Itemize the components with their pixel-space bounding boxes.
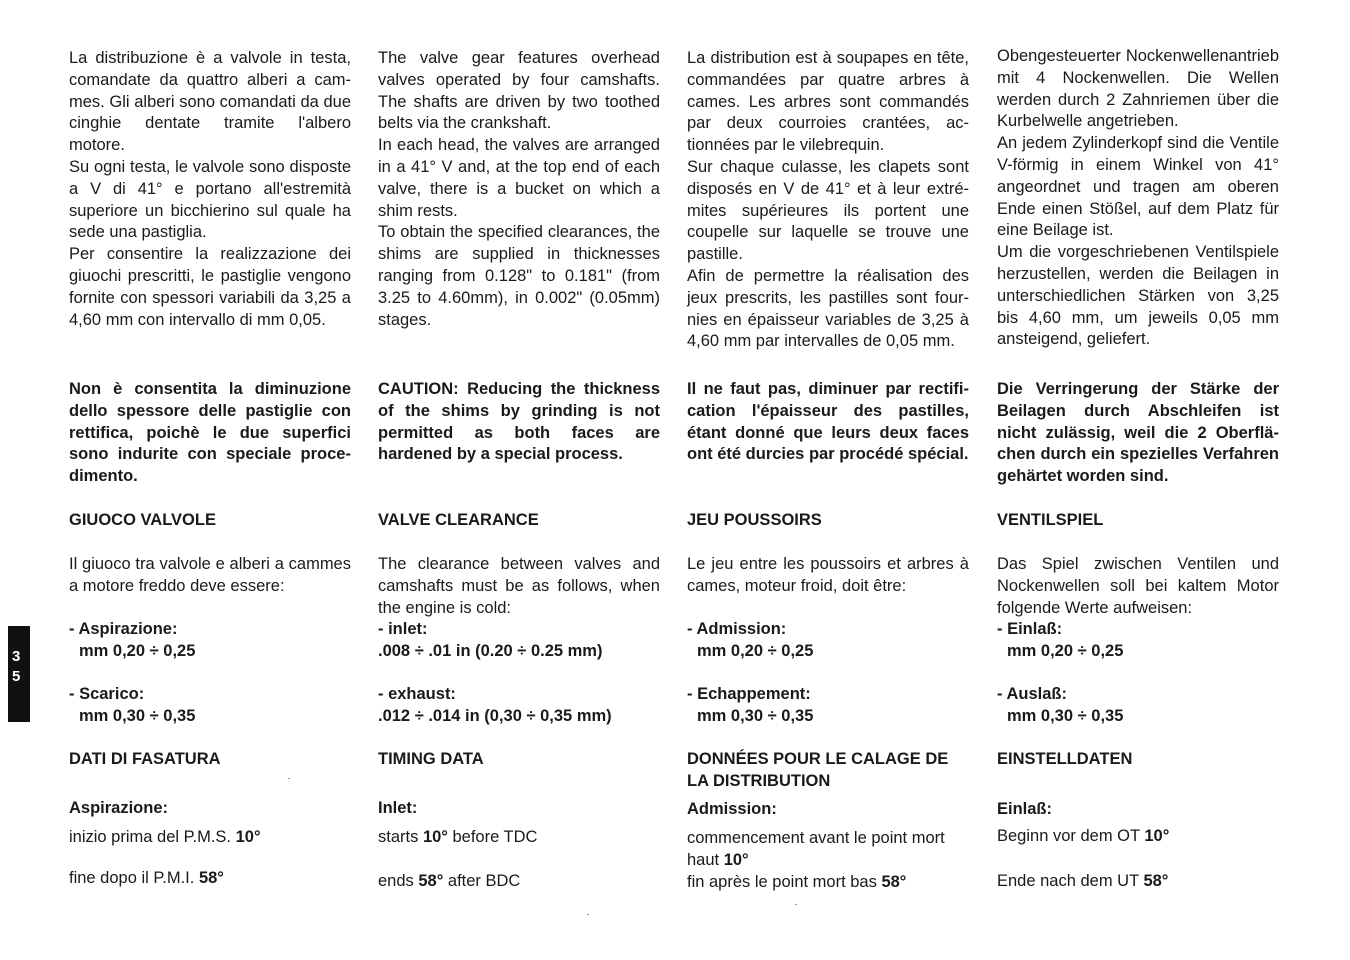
clearance-heading: VALVE CLEARANCE <box>378 511 539 529</box>
exhaust-value: .012 ÷ .014 in (0,30 ÷ 0,35 mm) <box>378 707 612 725</box>
timing-end-text: fin après le point mort bas <box>687 873 882 891</box>
timing-end-text: fine dopo il P.M.I. <box>69 869 199 887</box>
timing-start-value: 10° <box>1144 827 1170 845</box>
timing-heading: TIMING DATA <box>378 750 484 768</box>
tab-char-1: 3 <box>12 648 21 665</box>
scan-speck <box>795 904 797 905</box>
inlet-value: mm 0,20 ÷ 0,25 <box>1007 642 1124 660</box>
timing-heading: DONNÉES POUR LE CALAGE DE LA DISTRIBUTION <box>687 750 949 790</box>
inlet-label: - Aspirazione: <box>69 620 178 638</box>
timing-end <box>69 868 351 890</box>
inlet-value: mm 0,20 ÷ 0,25 <box>697 642 814 660</box>
intro-text <box>378 48 660 331</box>
intro-paragraph: Sur chaque culasse, les clapets sont disposés en V de 41° et à leur extrémites supérieures ils portent une coupelle sur laquelle se trouve une pastille. <box>687 157 969 264</box>
clearance-heading: GIUOCO VALVOLE <box>69 511 216 529</box>
warning-note: Die Verringerung der Stärke der Beilagen durch Abschleifen ist nicht zulässig, weil die 2 Oberflächen durch ein spezielles Verfahren gehärtet worden sind. <box>997 380 1279 486</box>
timing-inlet-label: Einlaß: <box>997 800 1053 818</box>
timing-start-value: 10° <box>422 828 448 846</box>
inlet-label: - inlet: <box>378 620 428 638</box>
timing-end-after: after BDC <box>443 872 521 890</box>
timing-end-text: Ende nach dem UT <box>997 872 1144 890</box>
exhaust-value: mm 0,30 ÷ 0,35 <box>1007 707 1124 725</box>
warning-note: Il ne faut pas, diminuer par rectification l'épaisseur des pastilles, étant donné que leurs deux faces ont été durcies par procédé spécial. <box>687 380 969 464</box>
warning-note: CAUTION: Reducing the thickness of the shims by grinding is not permitted as both faces are hardened by a special process. <box>378 380 660 464</box>
clearance-intro: Le jeu entre les poussoirs et arbres à cames, moteur froid, doit être: <box>687 555 969 595</box>
timing-start-after: before TDC <box>447 828 538 846</box>
intro-text <box>687 48 969 353</box>
timing-end <box>378 871 660 893</box>
inlet-label: - Admission: <box>687 620 787 638</box>
intro-paragraph: La distribuzione è a valvole in testa, comandate da quattro alberi a cammes. Gli alberi sono comandati da due cinghie dentate tramite l'albero motore. <box>69 49 351 155</box>
exhaust-label: - Echappement: <box>687 685 811 703</box>
timing-start-text: starts <box>378 828 423 846</box>
timing-start-text: commencement avant le point mort haut <box>687 829 945 869</box>
clearance-intro: The clearance between valves and camshafts must be as follows, when the engine is cold: <box>378 555 660 617</box>
intro-paragraph: In each head, the valves are arranged in a 41° V and, at the top end of each valve, there is a bucket on which a shim rests. <box>378 136 660 220</box>
timing-heading: EINSTELLDATEN <box>997 750 1133 768</box>
inlet-label: - Einlaß: <box>997 620 1063 638</box>
timing-start <box>69 827 351 849</box>
timing-end-value: 58° <box>418 872 444 890</box>
intro-paragraph: Obengesteuerter Nockenwellenantrieb mit 4 Nockenwellen. Die Wellen werden durch 2 Zahnriemen über die Kurbelwelle angetrieben. <box>997 47 1279 131</box>
exhaust-value: mm 0,30 ÷ 0,35 <box>697 707 814 725</box>
timing-start <box>687 828 969 872</box>
intro-paragraph: Afin de permettre la réalisation des jeux prescrits, les pastilles sont fournies en épaisseur variables de 3,25 à 4,60 mm par intervalles de 0,05 mm. <box>687 266 969 351</box>
timing-end-text: ends <box>378 872 419 890</box>
timing-start-value: 10° <box>235 828 261 846</box>
warning-note: Non è consentita la diminuzione dello spessore delle pastiglie con rettifica, poichè le due superfici sono indurite con speciale procedimento. <box>69 380 351 486</box>
intro-paragraph: Um die vorgeschriebenen Ventilspiele herzustellen, werden die Beilagen in unterschiedlichen Stärken von 3,25 bis 4,60 mm, um jeweils 0,05 mm ansteigend, geliefert. <box>997 243 1279 349</box>
clearance-intro: Das Spiel zwischen Ventilen und Nockenwellen soll bei kaltem Motor folgende Werte aufweisen: <box>997 555 1279 617</box>
timing-inlet-label: Inlet: <box>378 799 418 817</box>
intro-paragraph: Per consentire la realizzazione dei giuochi prescritti, le pastiglie vengono fornite con spessori variabili da 3,25 a 4,60 mm con intervallo di mm 0,05. <box>69 245 351 329</box>
clearance-intro: Il giuoco tra valvole e alberi a cammes a motore freddo deve essere: <box>69 555 351 595</box>
timing-end-value: 58° <box>881 873 907 891</box>
intro-paragraph: The valve gear features overhead valves operated by four camshafts. The shafts are driven by two toothed belts via the crankshaft. <box>378 49 660 133</box>
timing-start-text: inizio prima del P.M.S. <box>69 828 236 846</box>
timing-end <box>997 871 1279 893</box>
intro-text <box>997 46 1279 351</box>
scan-speck <box>587 914 589 915</box>
intro-paragraph: An jedem Zylinderkopf sind die Ventile V-förmig in einem Winkel von 41° angeordnet und tragen am oberen Ende einen Stößel, auf dem Platz für eine Beilage ist. <box>997 134 1279 240</box>
section-tab-marker <box>8 626 30 722</box>
inlet-value: mm 0,20 ÷ 0,25 <box>79 642 196 660</box>
timing-start-text: Beginn vor dem OT <box>997 827 1145 845</box>
timing-inlet-label: Aspirazione: <box>69 799 169 817</box>
timing-start-value: 10° <box>723 850 749 869</box>
clearance-heading: VENTILSPIEL <box>997 511 1104 529</box>
timing-end <box>687 872 969 894</box>
scan-speck <box>288 778 290 779</box>
exhaust-label: - exhaust: <box>378 685 456 703</box>
intro-paragraph: Su ogni testa, le valvole sono disposte a V di 41° e portano all'estremità superiore un bicchierino sul quale ha sede una pastiglia. <box>69 157 351 242</box>
timing-start <box>997 826 1279 848</box>
intro-paragraph: To obtain the specified clearances, the shims are supplied in thicknesses ranging from 0.128" to 0.181" (from 3.25 to 4.60mm), in 0.002" (0.05mm) stages. <box>378 223 660 329</box>
exhaust-value: mm 0,30 ÷ 0,35 <box>79 707 196 725</box>
timing-end-value: 58° <box>1143 872 1169 890</box>
intro-text <box>69 48 351 331</box>
exhaust-label: - Auslaß: <box>997 685 1067 703</box>
tab-char-2: 5 <box>12 668 21 685</box>
timing-heading: DATI DI FASATURA <box>69 750 221 768</box>
inlet-value: .008 ÷ .01 in (0.20 ÷ 0.25 mm) <box>378 642 603 660</box>
timing-end-value: 58° <box>198 869 224 887</box>
clearance-heading: JEU POUSSOIRS <box>687 511 822 529</box>
exhaust-label: - Scarico: <box>69 685 145 703</box>
timing-start <box>378 827 660 849</box>
intro-paragraph: La distribution est à soupapes en tête, commandées par quatre arbres à cames. Les arbres sont commandés par deux courroies crantées, actionnées par le vilebrequin. <box>687 49 969 155</box>
timing-inlet-label: Admission: <box>687 800 777 818</box>
